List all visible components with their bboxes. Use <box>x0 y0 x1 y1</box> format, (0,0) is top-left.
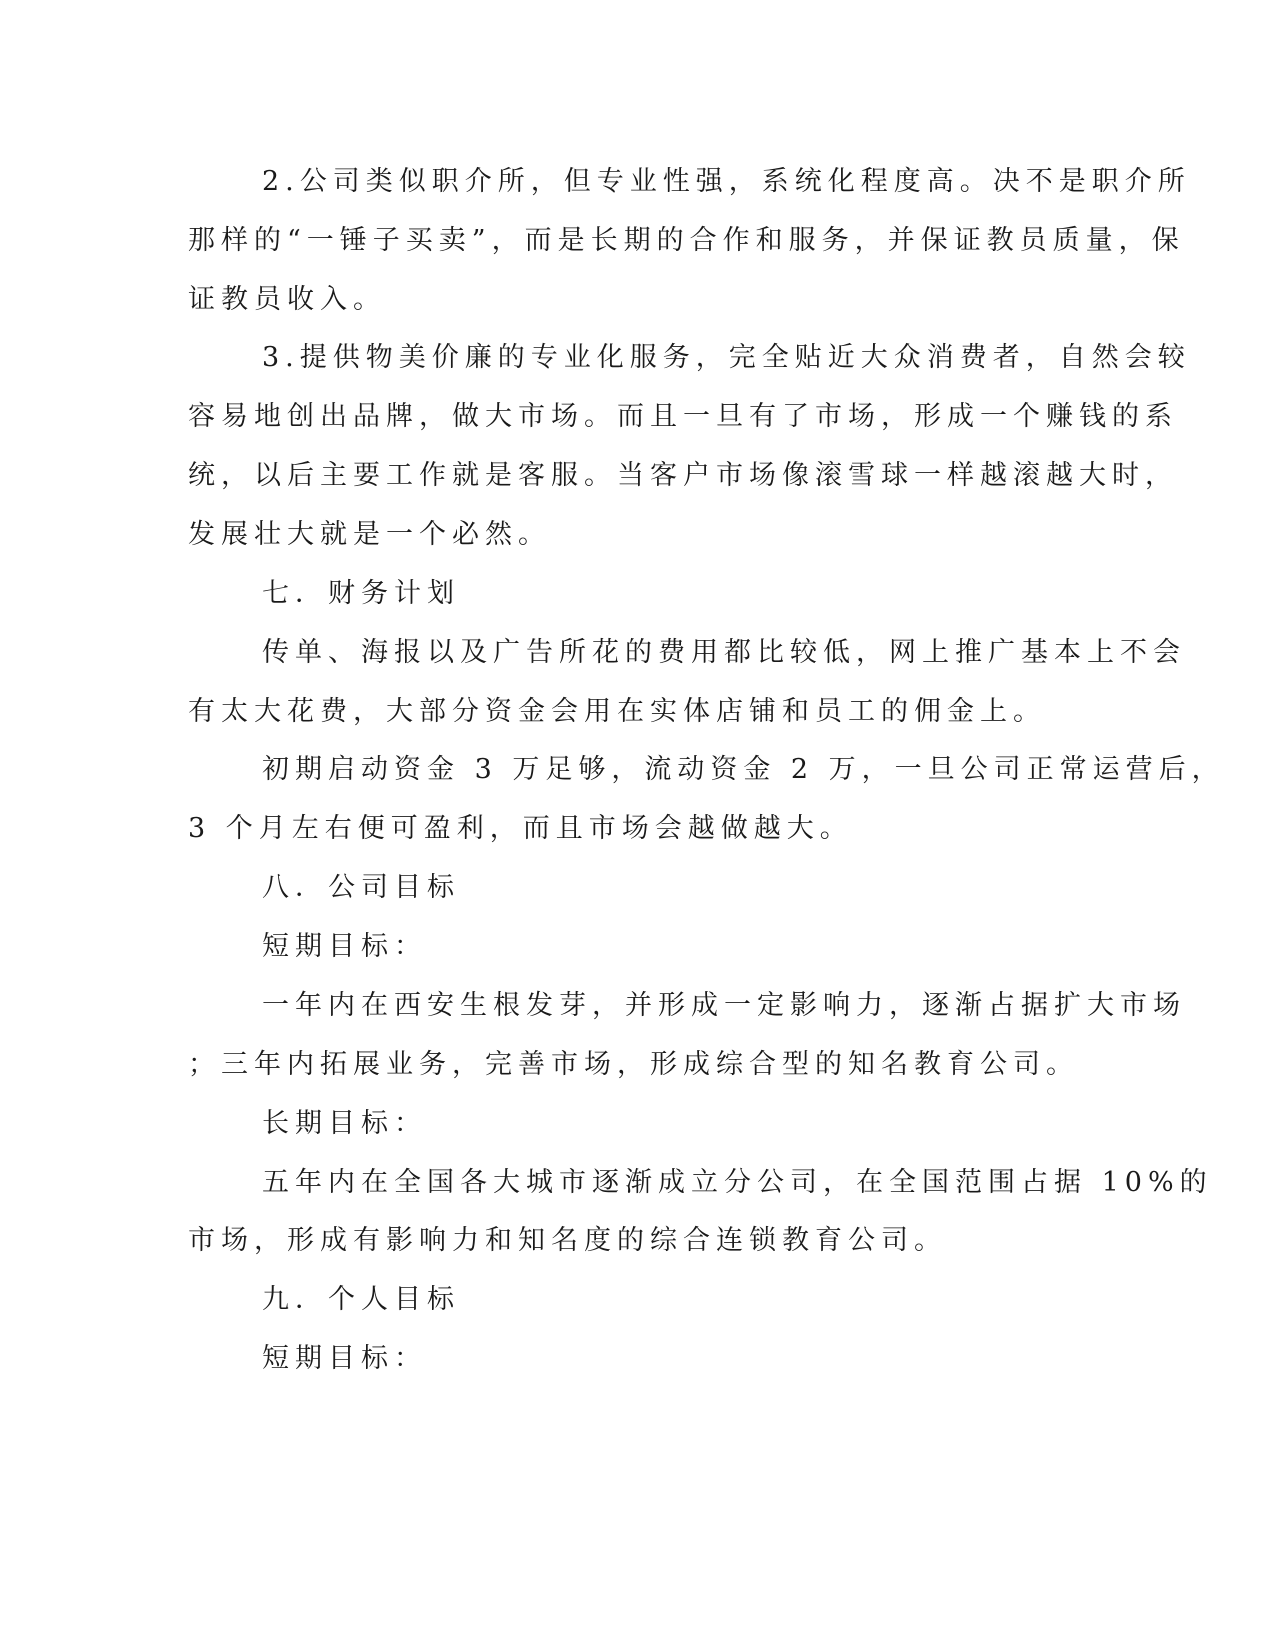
paragraph-3-line-1: 3.提供物美价廉的专业化服务，完全贴近大众消费者，自然会较 <box>262 342 1191 373</box>
section-heading-finance: 七．财务计划 <box>262 578 460 609</box>
paragraph-2-line-1: 2.公司类似职介所，但专业性强，系统化程度高。决不是职介所 <box>262 166 1191 197</box>
section-heading-company-goals: 八．公司目标 <box>262 872 460 903</box>
section-heading-personal-goals: 九．个人目标 <box>262 1284 460 1315</box>
paragraph-2-line-3: 证教员收入。 <box>188 284 386 315</box>
subheading-personal-short-term: 短期目标： <box>262 1343 427 1374</box>
finance-paragraph-2-line-1: 初期启动资金 3 万足够，流动资金 2 万，一旦公司正常运营后， <box>262 754 1225 785</box>
short-term-goals-line-1: 一年内在西安生根发芽，并形成一定影响力，逐渐占据扩大市场 <box>262 990 1186 1021</box>
finance-paragraph-1-line-2: 有太大花费，大部分资金会用在实体店铺和员工的佣金上。 <box>188 696 1046 727</box>
paragraph-2-line-2: 那样的“一锤子买卖”，而是长期的合作和服务，并保证教员质量，保 <box>188 225 1185 256</box>
long-term-goals-line-1: 五年内在全国各大城市逐渐成立分公司，在全国范围占据 10%的 <box>262 1167 1213 1198</box>
paragraph-3-line-2: 容易地创出品牌，做大市场。而且一旦有了市场，形成一个赚钱的系 <box>188 401 1178 432</box>
paragraph-3-line-4: 发展壮大就是一个必然。 <box>188 519 551 550</box>
finance-paragraph-1-line-1: 传单、海报以及广告所花的费用都比较低，网上推广基本上不会 <box>262 637 1186 668</box>
finance-paragraph-2-line-2: 3 个月左右便可盈利，而且市场会越做越大。 <box>188 813 853 844</box>
subheading-short-term-goals: 短期目标： <box>262 931 427 962</box>
subheading-long-term-goals: 长期目标： <box>262 1108 427 1139</box>
long-term-goals-line-2: 市场，形成有影响力和知名度的综合连锁教育公司。 <box>188 1225 947 1256</box>
paragraph-3-line-3: 统，以后主要工作就是客服。当客户市场像滚雪球一样越滚越大时， <box>188 460 1178 491</box>
short-term-goals-line-2: ；三年内拓展业务，完善市场，形成综合型的知名教育公司。 <box>188 1049 1079 1080</box>
